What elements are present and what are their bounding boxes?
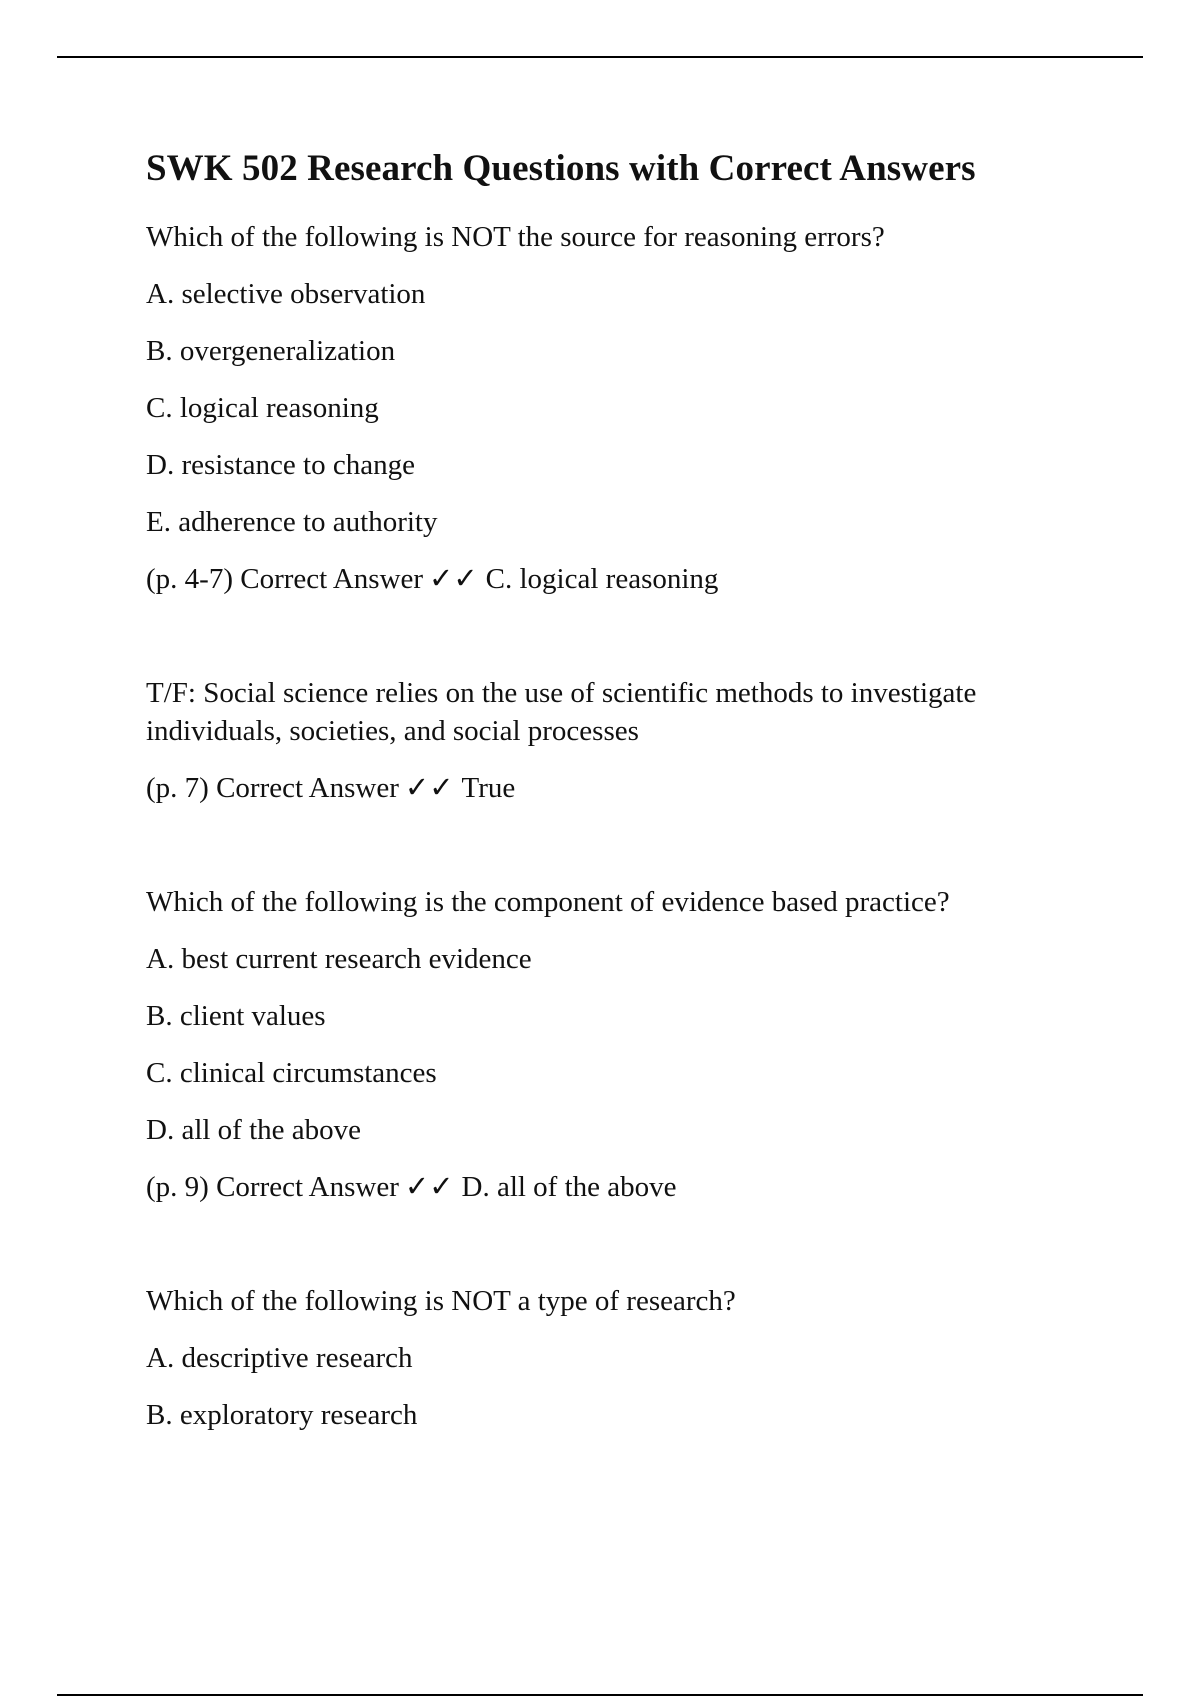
question-block-2 xyxy=(146,674,1106,807)
option-b: B. client values xyxy=(146,1000,326,1032)
option-d: D. all of the above xyxy=(146,1114,362,1146)
question-text: Which of the following is the component of evidence based practice? xyxy=(146,886,950,918)
document-title: SWK 502 Research Questions with Correct Answers xyxy=(146,148,976,189)
option-e: E. adherence to authority xyxy=(146,506,438,538)
document-body xyxy=(146,146,1106,1453)
question-text: Which of the following is NOT the source for reasoning errors? xyxy=(146,221,885,253)
question-text: T/F: Social science relies on the use of scientific methods to investigate individuals, societies, and social processes xyxy=(146,677,977,747)
checkmark-icon: ✓✓ xyxy=(404,1171,454,1203)
question-text: Which of the following is NOT a type of research? xyxy=(146,1285,736,1317)
option-a: A. descriptive research xyxy=(146,1342,413,1374)
page-reference: (p. 4-7) xyxy=(146,563,233,595)
question-block-3 xyxy=(146,883,1106,1206)
option-b: B. exploratory research xyxy=(146,1399,418,1431)
page-reference: (p. 7) xyxy=(146,772,209,804)
answer-prefix: Correct Answer xyxy=(216,1171,399,1203)
answer-prefix: Correct Answer xyxy=(240,563,424,595)
option-d: D. resistance to change xyxy=(146,449,415,481)
option-a: A. selective observation xyxy=(146,278,426,310)
answer-value: C. logical reasoning xyxy=(485,563,719,595)
checkmark-icon: ✓✓ xyxy=(429,563,478,595)
answer-value: D. all of the above xyxy=(461,1171,677,1203)
option-c: C. logical reasoning xyxy=(146,392,379,424)
correct-answer-line xyxy=(146,1168,1106,1206)
option-a: A. best current research evidence xyxy=(146,943,532,975)
option-b: B. overgeneralization xyxy=(146,335,396,367)
question-block-1 xyxy=(146,218,1106,598)
answer-prefix: Correct Answer xyxy=(216,772,399,804)
correct-answer-line xyxy=(146,560,1106,598)
question-block-4 xyxy=(146,1282,1106,1434)
top-rule xyxy=(57,56,1143,58)
correct-answer-line xyxy=(146,769,1106,807)
bottom-rule xyxy=(57,1694,1143,1696)
page-reference: (p. 9) xyxy=(146,1171,209,1203)
answer-value: True xyxy=(461,772,516,804)
checkmark-icon: ✓✓ xyxy=(404,772,454,804)
option-c: C. clinical circumstances xyxy=(146,1057,437,1089)
